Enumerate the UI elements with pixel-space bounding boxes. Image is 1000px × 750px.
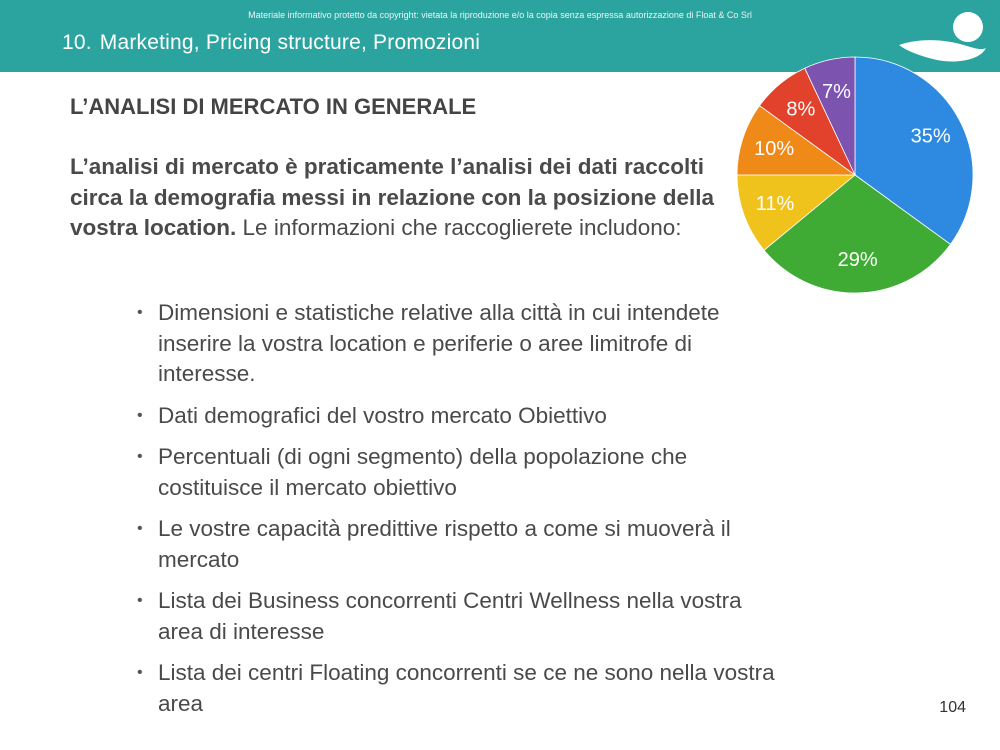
bullet-list bbox=[137, 298, 777, 730]
bullet-icon: • bbox=[137, 304, 143, 321]
list-item-text: Dimensioni e statistiche relative alla città in cui intendete inserire la vostra location e periferie o aree limitrofe di interesse. bbox=[158, 300, 720, 386]
list-item bbox=[137, 298, 777, 390]
intro-paragraph bbox=[70, 152, 720, 244]
pie-slice-label: 10% bbox=[754, 137, 795, 160]
list-item bbox=[137, 658, 777, 719]
list-item-text: Percentuali (di ogni segmento) della popolazione che costituisce il mercato obiettivo bbox=[158, 444, 688, 500]
bullet-icon: • bbox=[137, 664, 143, 681]
bullet-icon: • bbox=[137, 520, 143, 537]
list-item-text: Lista dei Business concorrenti Centri Wellness nella vostra area di interesse bbox=[158, 588, 742, 644]
pie-slice-label: 7% bbox=[822, 81, 851, 104]
section-number: 10. bbox=[62, 31, 92, 54]
pie-slice-label: 11% bbox=[755, 192, 795, 215]
list-item-text: Dati demografici del vostro mercato Obiettivo bbox=[158, 402, 607, 428]
bullet-icon: • bbox=[137, 592, 143, 609]
list-item bbox=[137, 401, 777, 432]
list-item bbox=[137, 586, 777, 647]
intro-bold-text: L’analisi di mercato è praticamente l’analisi dei dati raccolti circa la demografia messi in relazione con la posizione della vostra location. bbox=[70, 154, 714, 240]
list-item-text: Le vostre capacità predittive rispetto a come si muoverà il mercato bbox=[158, 516, 731, 572]
pie-slice-label: 8% bbox=[786, 98, 816, 121]
list-item bbox=[137, 442, 777, 503]
pie-chart bbox=[730, 50, 980, 300]
intro-regular-text: Le informazioni che raccoglierete includono: bbox=[236, 215, 682, 240]
section-title-text: Marketing, Pricing structure, Promozioni bbox=[99, 31, 481, 54]
pie-slice-label: 35% bbox=[910, 125, 951, 148]
section-title bbox=[62, 31, 480, 55]
copyright-notice: Materiale informativo protetto da copyright: vietata la riproduzione e/o la copia senza espressa autorizzazione di Float & Co Srl bbox=[248, 10, 752, 20]
list-item-text: Lista dei centri Floating concorrenti se ce ne sono nella vostra area bbox=[158, 660, 775, 716]
page-heading: L’ANALISI DI MERCATO IN GENERALE bbox=[70, 94, 477, 119]
bullet-icon: • bbox=[137, 406, 143, 424]
page-number: 104 bbox=[939, 699, 966, 716]
list-item bbox=[137, 514, 777, 575]
pie-slice-label: 29% bbox=[837, 248, 878, 271]
bullet-icon: • bbox=[137, 448, 143, 465]
